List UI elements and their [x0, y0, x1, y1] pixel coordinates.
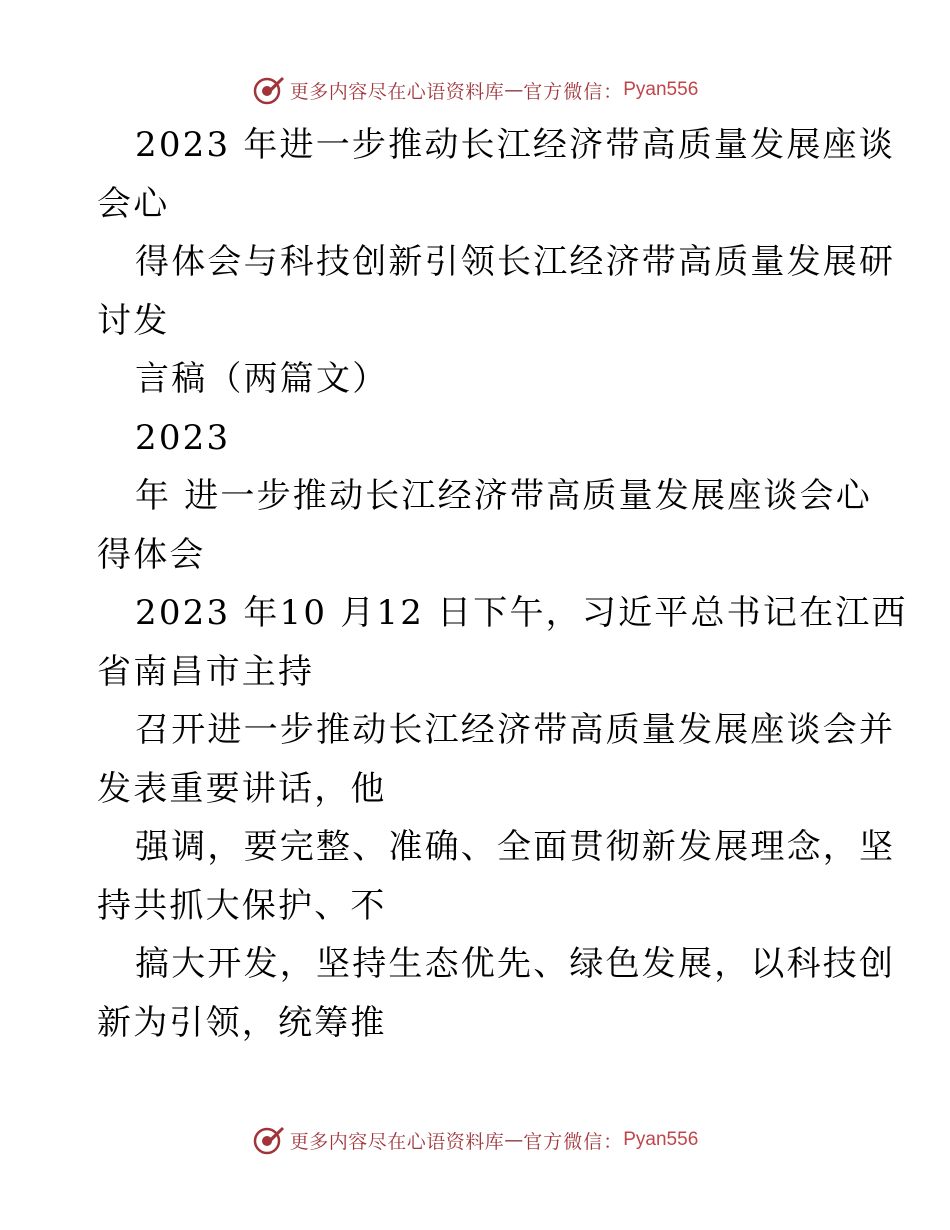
text-line: 召开进一步推动长江经济带高质量发展座谈会并 [135, 710, 896, 750]
text-line: 言稿（两篇文） [135, 359, 389, 399]
text-line: 发表重要讲话，他 [97, 768, 387, 809]
text-line: 得体会 [97, 534, 206, 575]
text-line: 搞大开发，坚持生态优先、绿色发展，以科技创 [135, 944, 896, 984]
watermark-wechat-label: 官方微信： [523, 80, 624, 103]
text-line: 省南昌市主持 [97, 651, 315, 692]
text-line: 强调，要完整、准确、全面贯彻新发展理念，坚 [135, 827, 896, 867]
watermark-site: 更多内容尽在心语资料库 [289, 80, 505, 103]
watermark-site: 更多内容尽在心语资料库 [289, 1130, 505, 1153]
quill-logo-icon [252, 1123, 286, 1157]
text-line: 2023 [135, 417, 231, 458]
watermark-wechat-label: 官方微信： [523, 1130, 624, 1153]
watermark-dash: — [504, 1129, 524, 1151]
watermark-dash: — [504, 79, 524, 101]
text-line: 2023 年10 月12 日下午，习近平总书记在江西 [135, 593, 908, 633]
watermark-wechat-id: Pyan556 [623, 1129, 699, 1150]
text-line: 得体会与科技创新引领长江经济带高质量发展研 [135, 242, 896, 282]
header-watermark [0, 70, 950, 110]
text-line: 讨发 [97, 300, 170, 341]
text-line: 2023 年进一步推动长江经济带高质量发展座谈 [135, 125, 895, 165]
text-line: 年 进一步推动长江经济带高质量发展座谈会心 [135, 476, 873, 516]
quill-logo-icon [252, 73, 286, 107]
watermark-wechat-id: Pyan556 [623, 79, 699, 100]
document-body [97, 116, 908, 1052]
text-line: 持共抓大保护、不 [97, 885, 387, 926]
footer-watermark [0, 1120, 950, 1160]
text-line: 新为引领，统筹推 [97, 1002, 387, 1043]
text-line: 会心 [97, 183, 170, 224]
